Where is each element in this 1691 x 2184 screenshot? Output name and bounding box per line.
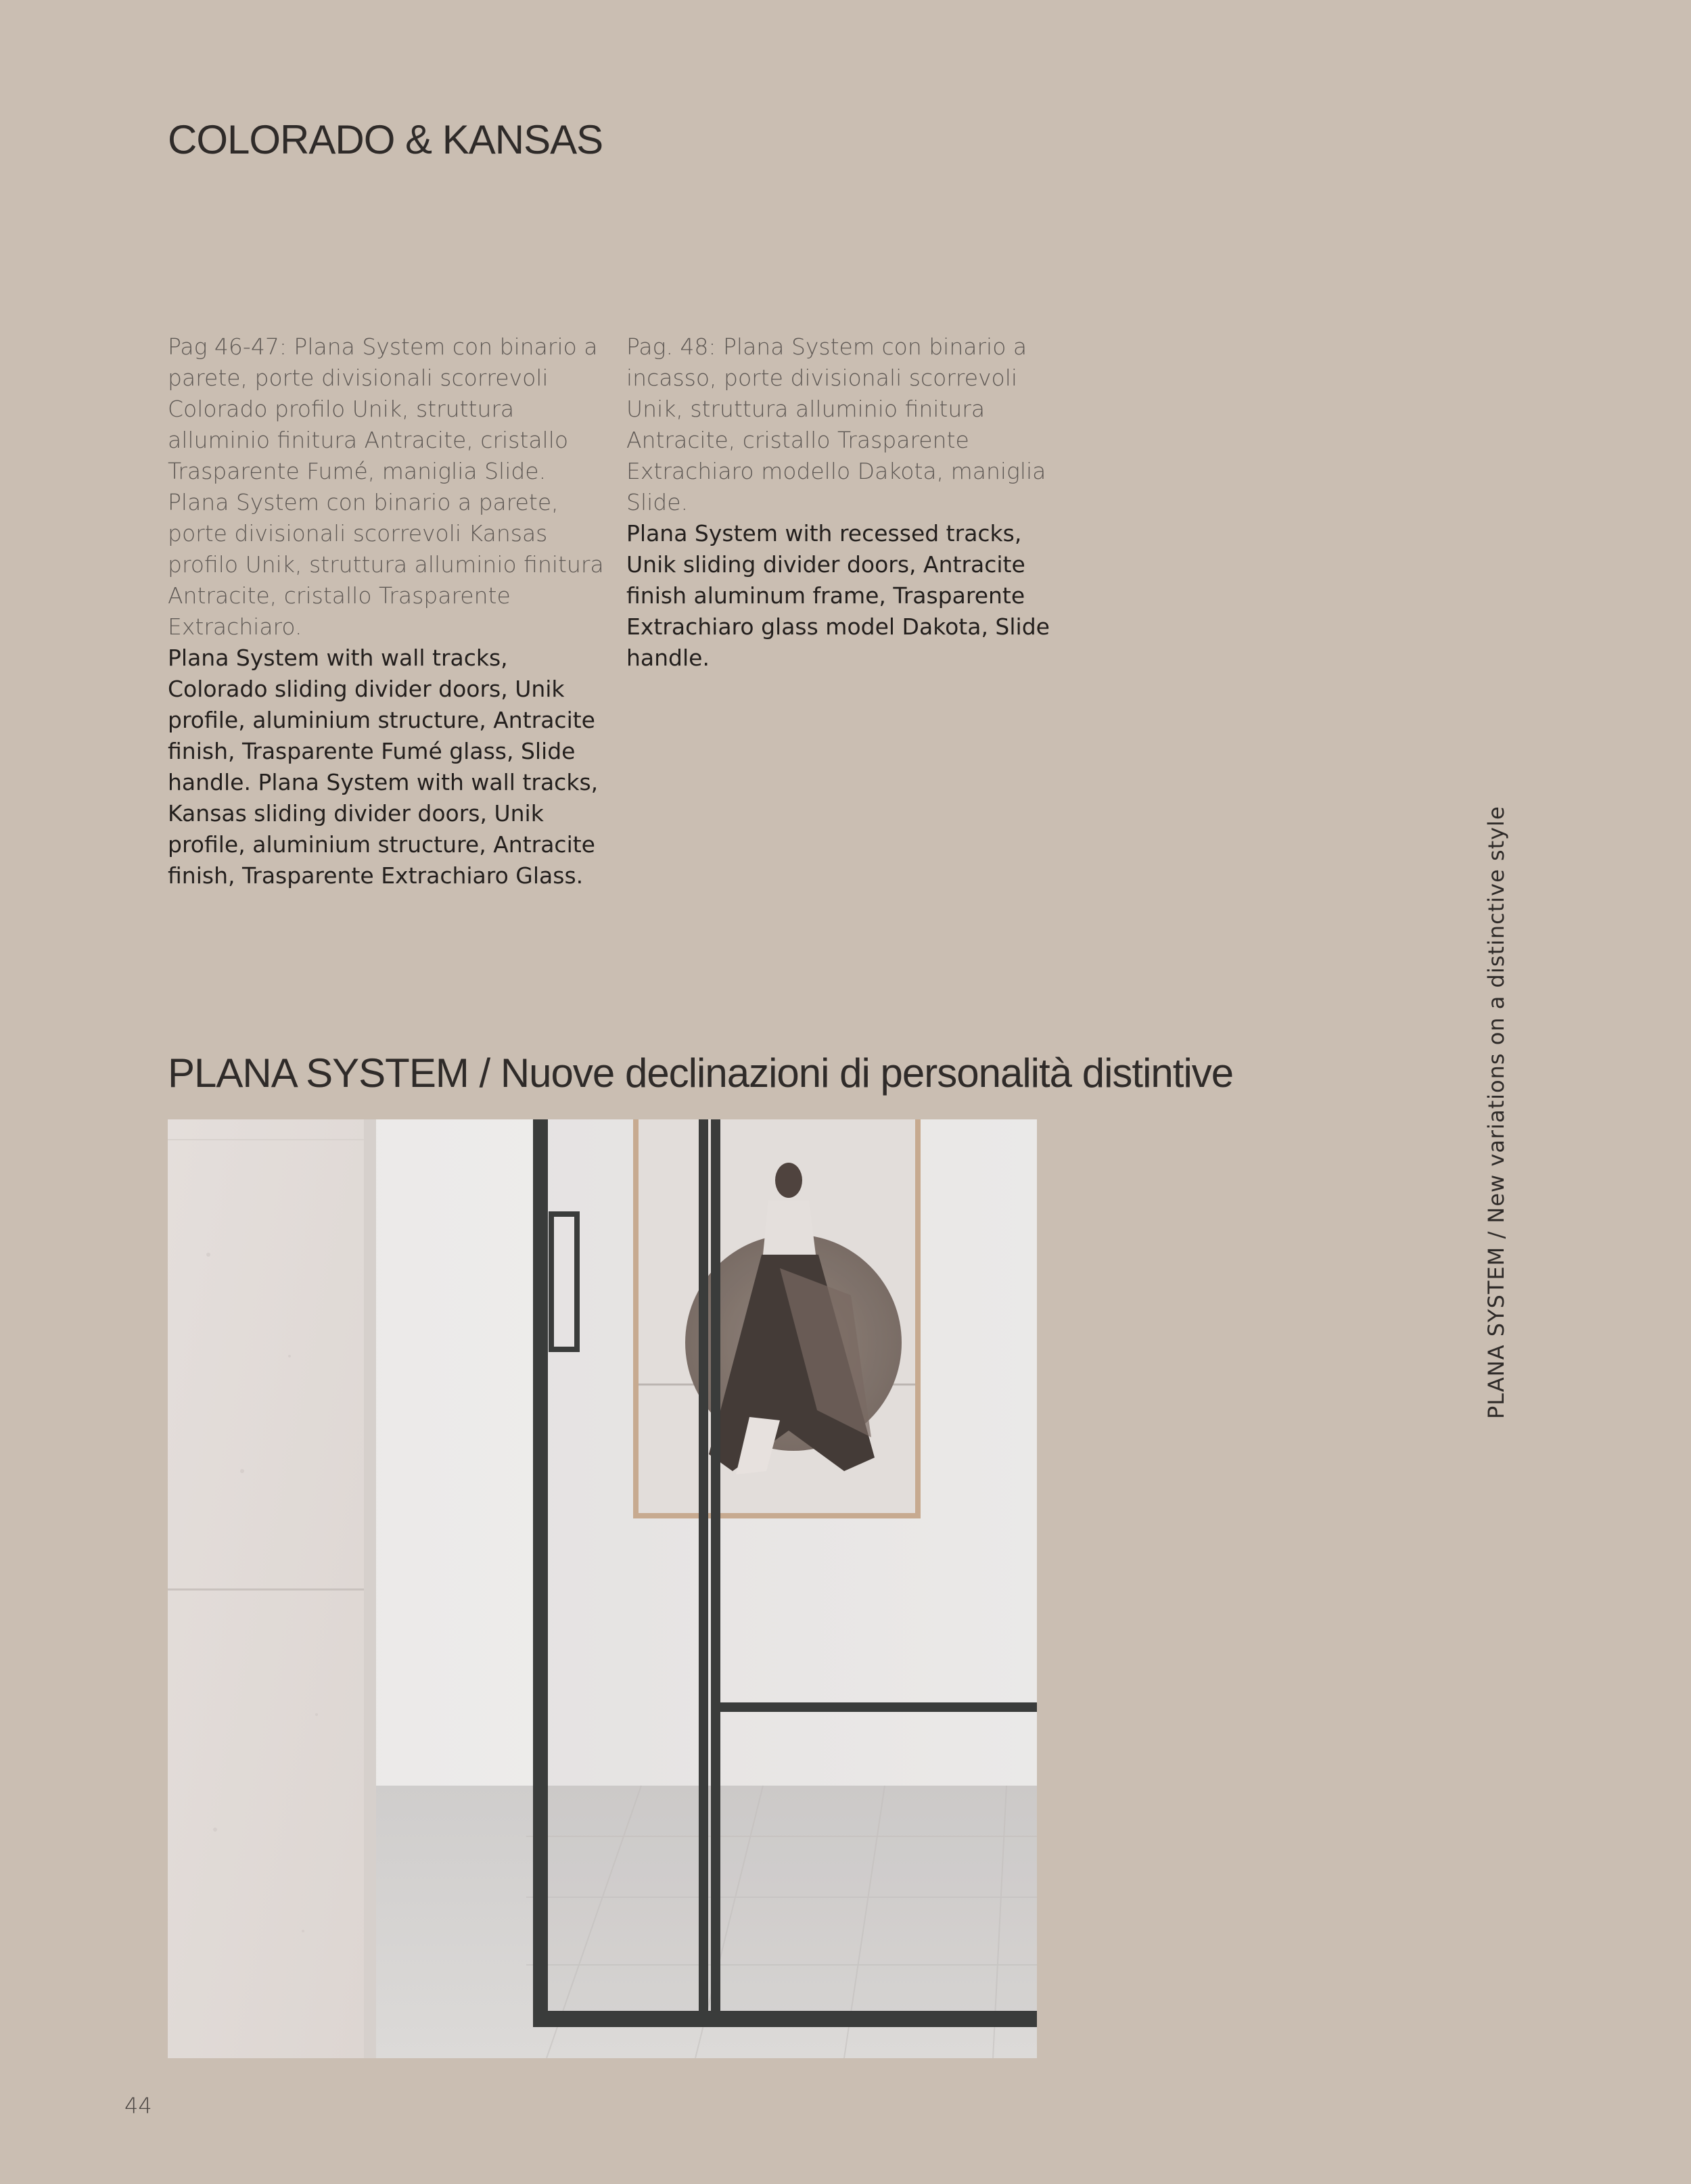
door-stile-middle-2 bbox=[711, 1119, 720, 2026]
sliding-door-illustration bbox=[168, 1119, 1037, 2058]
door-stile-middle-1 bbox=[699, 1119, 708, 2026]
door-bottom-rail bbox=[533, 2011, 1037, 2027]
door-rail bbox=[720, 1702, 1037, 1712]
door-stile-left bbox=[533, 1119, 548, 2026]
caption-column-right bbox=[626, 331, 1066, 674]
caption-italian: Pag. 48: Plana System con binario a incasso, porte divisionali scorrevoli Unik, struttura alluminio finitura Antracite, cristallo Trasparente Extrachiaro modello Dakota, maniglia Slide. bbox=[626, 333, 1046, 515]
product-photo bbox=[168, 1119, 1037, 2058]
side-caption-text: PLANA SYSTEM / New variations on a distinctive style bbox=[1483, 806, 1509, 1419]
caption-english: Plana System with recessed tracks, Unik sliding divider doors, Antracite finish aluminum frame, Trasparente Extrachiaro glass model Dakota, Slide handle. bbox=[626, 520, 1050, 671]
page-title: COLORADO & KANSAS bbox=[168, 117, 603, 162]
caption-italian-1: Pag 46-47: Plana System con binario a parete, porte divisionali scorrevoli Colorado profilo Unik, struttura alluminio finitura Antracite, cristallo Trasparente Fumé, maniglia Slide. bbox=[168, 333, 598, 484]
caption-column-left bbox=[168, 331, 614, 891]
caption-italian-2: Plana System con binario a parete, porte divisionali scorrevoli Kansas profilo Unik, struttura alluminio finitura Antracite, cristallo Trasparente Extrachiaro. bbox=[168, 489, 604, 640]
caption-english: Plana System with wall tracks, Colorado sliding divider doors, Unik profile, aluminium structure, Antracite finish, Trasparente Fumé glass, Slide handle. Plana System with wall tracks, Kansas sliding divider doors, Unik profile, aluminium structure, Antracite finish, Trasparente Extrachiaro Glass. bbox=[168, 645, 599, 889]
page-number: 44 bbox=[124, 2093, 152, 2118]
section-heading: PLANA SYSTEM / Nuove declinazioni di personalità distintive bbox=[168, 1050, 1234, 1096]
